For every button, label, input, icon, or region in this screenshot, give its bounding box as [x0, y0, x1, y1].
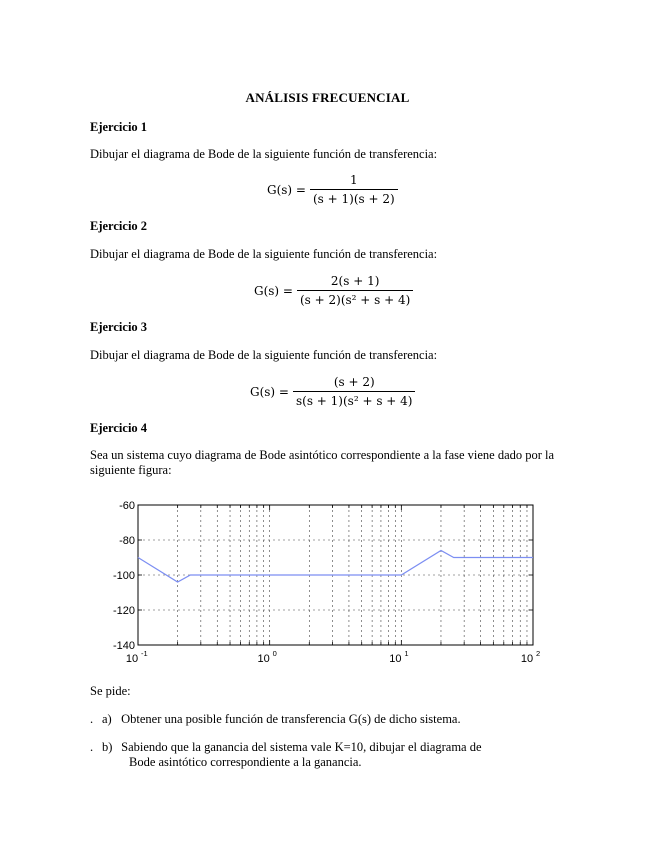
exercise-4-text: Sea un sistema cuyo diagrama de Bode asintótico correspondiente a la fase viene dado por la siguiente figura:	[90, 448, 555, 477]
y-tick-label: -140	[112, 640, 135, 652]
x-tick-label-exponent: -1	[141, 649, 148, 658]
list-text: Sabiendo que la ganancia del sistema vale K=10, dibujar el diagrama de	[121, 740, 482, 754]
exercise-2-text: Dibujar el diagrama de Bode de la siguiente función de transferencia:	[90, 247, 438, 261]
equation-denominator: (s + 2)(s² + s + 4)	[297, 290, 413, 307]
equation-lhs: G(s) =	[267, 182, 306, 197]
list-text-continuation: Bode asintótico correspondiente a la ganancia.	[129, 755, 362, 769]
list-text: Obtener una posible función de transferencia G(s) de dicho sistema.	[121, 712, 461, 726]
list-label: b)	[102, 740, 113, 754]
exercise-3-equation	[250, 375, 415, 408]
equation-lhs: G(s) =	[250, 384, 289, 399]
page-title: ANÁLISIS FRECUENCIAL	[245, 90, 410, 105]
x-tick-label: 10	[257, 653, 270, 665]
exercise-3-text: Dibujar el diagrama de Bode de la siguiente función de transferencia:	[90, 348, 438, 362]
x-tick-label: 10	[125, 653, 139, 665]
exercise-4-heading: Ejercicio 4	[90, 421, 148, 435]
exercise-2-equation	[254, 274, 413, 307]
list-bullet: .	[90, 712, 94, 726]
bode-phase-chart	[108, 496, 548, 666]
equation-denominator: (s + 1)(s + 2)	[310, 189, 398, 206]
exercise-1-heading: Ejercicio 1	[90, 120, 148, 134]
equation-numerator: 1	[350, 173, 358, 187]
list-item-b	[90, 740, 482, 770]
list-item-a	[90, 712, 461, 727]
y-tick-label: -120	[112, 605, 135, 617]
y-tick-label: -60	[119, 500, 135, 512]
x-tick-label: 10	[389, 653, 402, 665]
equation-fraction	[310, 173, 398, 206]
equation-lhs: G(s) =	[254, 283, 293, 298]
x-tick-label-exponent: 2	[536, 649, 541, 658]
x-tick-label: 10	[520, 653, 534, 665]
exercise-1-text: Dibujar el diagrama de Bode de la siguiente función de transferencia:	[90, 147, 438, 161]
exercise-2-heading: Ejercicio 2	[90, 219, 148, 233]
equation-numerator: 2(s + 1)	[330, 274, 380, 288]
chart-svg	[108, 496, 548, 666]
y-tick-label: -80	[119, 535, 135, 547]
list-label: a)	[102, 712, 112, 726]
list-bullet: .	[90, 740, 94, 754]
equation-numerator: (s + 2)	[333, 375, 375, 389]
equation-fraction	[293, 375, 416, 408]
x-tick-label-exponent: 0	[272, 649, 277, 658]
equation-denominator: s(s + 1)(s² + s + 4)	[293, 391, 416, 408]
y-tick-label: -100	[112, 570, 135, 582]
exercise-3-heading: Ejercicio 3	[90, 320, 148, 334]
x-tick-label-exponent: 1	[404, 649, 409, 658]
exercise-1-equation	[267, 173, 398, 206]
equation-fraction	[297, 274, 413, 307]
se-pide-text: Se pide:	[90, 684, 131, 698]
